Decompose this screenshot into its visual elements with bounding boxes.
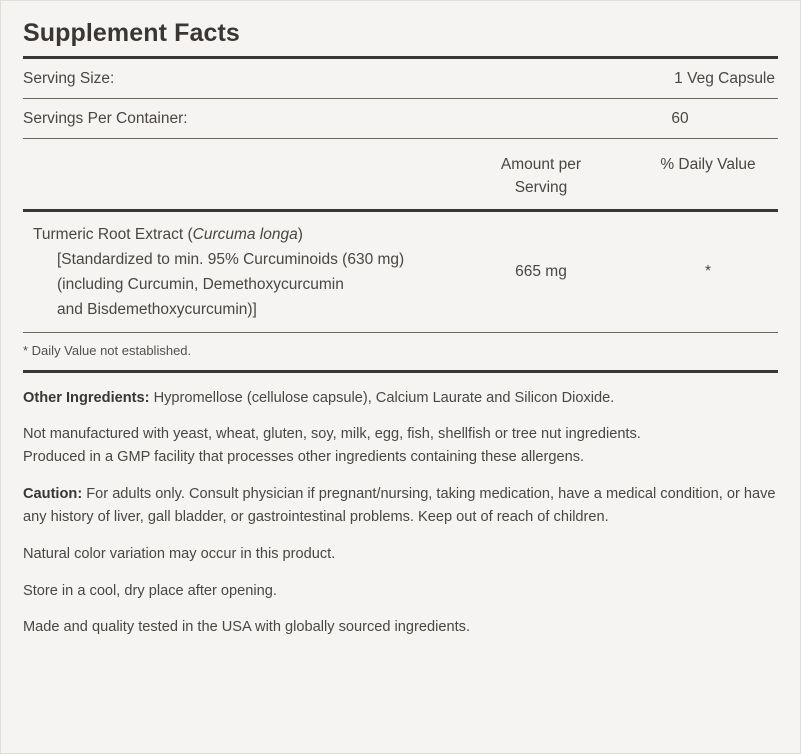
allergen-statement-line1: Not manufactured with yeast, wheat, gluten, soy, milk, egg, fish, shellfish or tree nut ingredients. [23, 425, 641, 442]
nutrient-amount: 665 mg [515, 262, 567, 280]
amount-per-serving-header-line1: Amount per [500, 156, 582, 173]
other-ingredients-value: Hypromellose (cellulose capsule), Calcium Laurate and Silicon Dioxide. [153, 389, 615, 406]
allergen-statement-line2: Produced in a GMP facility that processes other ingredients containing these allergens. [23, 449, 585, 466]
other-ingredients-label: Other Ingredients: [23, 389, 150, 406]
allergen-statement [23, 423, 778, 483]
nutrient-name [23, 222, 452, 322]
nutrient-name-line4: and Bisdemethoxycurcumin)] [57, 300, 257, 318]
nutrient-name-line1-text: Turmeric Root Extract ( [33, 225, 193, 243]
serving-size-row [23, 59, 778, 98]
amount-per-serving-header-line2: Serving [514, 179, 568, 197]
page-title: Supplement Facts [23, 19, 240, 47]
serving-size-label: Serving Size: [23, 70, 115, 87]
caution-label: Caution: [23, 485, 83, 502]
column-headers [23, 139, 778, 209]
nutrient-botanical-name: Curcuma longa [192, 225, 298, 243]
servings-per-container-label: Servings Per Container: [23, 110, 188, 127]
nutrient-daily-value: * [704, 262, 712, 280]
nutrient-name-line1-close: ) [297, 225, 303, 243]
origin-note: Made and quality tested in the USA with globally sourced ingredients. [23, 619, 470, 636]
daily-value-header: % Daily Value [660, 156, 756, 173]
nutrient-name-line2: [Standardized to min. 95% Curcuminoids (630 mg) [57, 250, 405, 268]
color-variation-note: Natural color variation may occur in this product. [23, 546, 336, 563]
caution-statement [23, 483, 778, 543]
table-row [23, 212, 778, 332]
servings-per-container-row [23, 99, 778, 138]
caution-text: For adults only. Consult physician if pregnant/nursing, taking medication, have a medical condition, or have any history of liver, gall bladder, or gastrointestinal problems. Keep out of reach of children. [23, 485, 776, 526]
nutrient-name-line1 [33, 222, 452, 247]
storage-note: Store in a cool, dry place after opening. [23, 582, 277, 599]
serving-size-value: 1 Veg Capsule [674, 70, 775, 87]
other-information [23, 373, 778, 653]
nutrient-name-line3: (including Curcumin, Demethoxycurcumin [57, 275, 344, 293]
daily-value-footnote: * Daily Value not established. [23, 342, 192, 358]
amount-per-serving-header [452, 153, 630, 200]
other-ingredients-line [23, 387, 778, 423]
servings-per-container-value: 60 [671, 110, 689, 127]
